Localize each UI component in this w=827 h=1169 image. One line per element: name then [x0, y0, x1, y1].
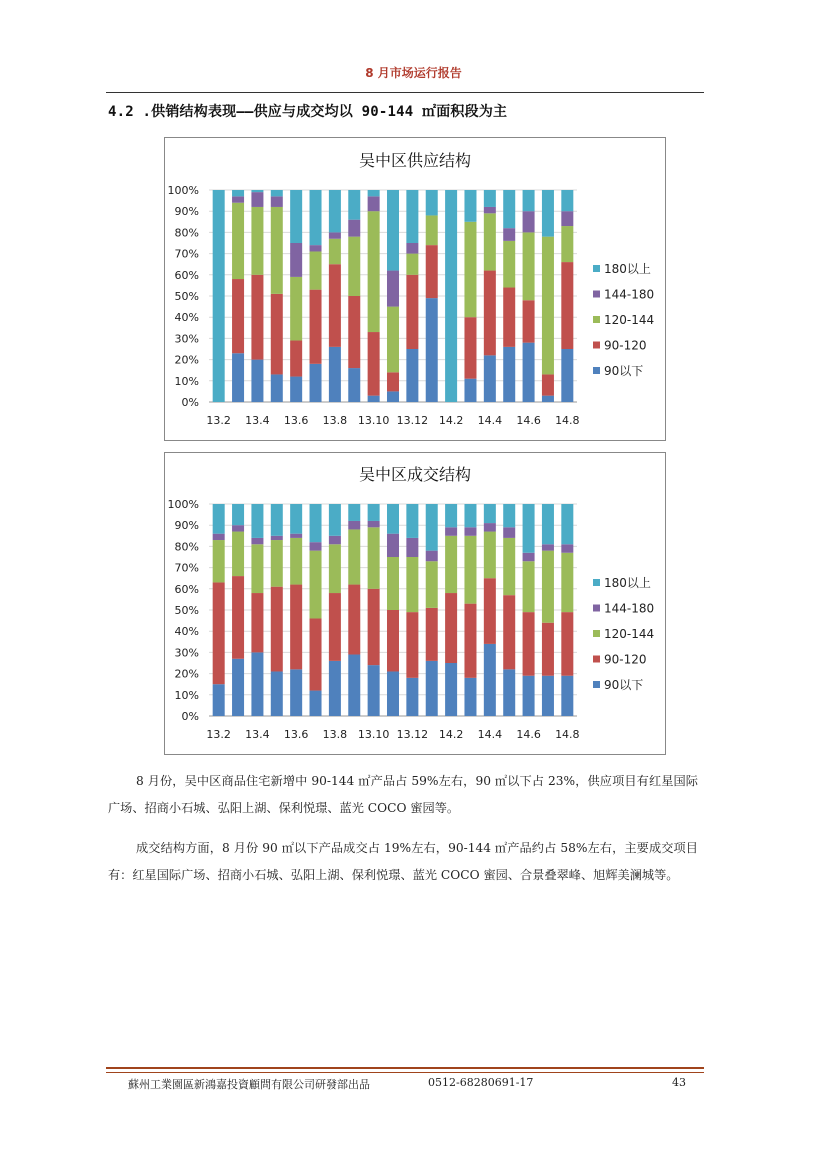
bar-segment: [271, 294, 283, 375]
bar-segment: [329, 536, 341, 544]
bar-segment: [290, 669, 302, 716]
bar-segment: [406, 190, 418, 243]
bar-segment: [348, 368, 360, 402]
legend-label: 180以上: [604, 262, 651, 276]
bar-segment: [542, 504, 554, 544]
x-tick-label: 14.6: [516, 728, 541, 741]
x-tick-label: 14.2: [438, 414, 464, 427]
bar-segment: [232, 203, 244, 279]
bar-segment: [523, 561, 535, 612]
bar-segment: [523, 232, 535, 300]
bar-segment: [503, 228, 515, 241]
bar-segment: [368, 527, 380, 588]
bar-segment: [329, 593, 341, 661]
bar-segment: [232, 532, 244, 577]
bar-segment: [464, 536, 476, 604]
footer-rule-thin: [106, 1072, 704, 1073]
bar-segment: [426, 245, 438, 298]
bar-segment: [368, 504, 380, 521]
x-tick-label: 13.8: [322, 414, 348, 427]
x-tick-label: 13.2: [206, 728, 231, 741]
footer-company: 蘇州工業園區新鴻嘉投資顧問有限公司研發部出品: [128, 1078, 370, 1091]
x-tick-label: 13.10: [357, 414, 390, 427]
bar-segment: [310, 618, 322, 690]
report-header: 8 月市场运行报告: [365, 66, 462, 80]
bar-segment: [310, 364, 322, 402]
y-tick-label: 20%: [174, 667, 199, 681]
y-tick-label: 90%: [174, 205, 199, 219]
x-tick-label: 14.8: [555, 414, 580, 427]
x-tick-label: 13.4: [245, 414, 270, 427]
bar-segment: [503, 527, 515, 538]
bar-segment: [445, 593, 457, 663]
paragraph-supply: 8 月份，吴中区商品住宅新增中 90-144 ㎡产品占 59%左右，90 ㎡以下占 23%，供应项目有红星国际广场、招商小石城、弘阳上湖、保利悦璟、蓝光 COCO 蜜园等。: [108, 774, 698, 815]
x-tick-label: 13.4: [245, 728, 270, 741]
y-tick-label: 30%: [174, 646, 199, 660]
bar-segment: [232, 576, 244, 659]
legend-label: 120-144: [604, 313, 655, 327]
x-tick-label: 14.8: [555, 728, 580, 741]
bar-segment: [310, 551, 322, 619]
bar-segment: [523, 612, 535, 676]
bar-segment: [271, 540, 283, 587]
bar-segment: [213, 534, 225, 540]
bar-segment: [484, 271, 496, 356]
bar-segment: [426, 504, 438, 551]
footer-rule-thick: [106, 1067, 704, 1069]
legend-swatch: [593, 605, 600, 612]
bar-segment: [542, 237, 554, 375]
bar-segment: [271, 190, 283, 196]
bar-segment: [271, 196, 283, 207]
y-tick-label: 100%: [167, 184, 199, 197]
bar-segment: [426, 551, 438, 562]
bar-segment: [290, 538, 302, 585]
bar-segment: [310, 290, 322, 364]
bar-segment: [329, 504, 341, 536]
bar-segment: [406, 538, 418, 557]
bar-segment: [290, 504, 302, 534]
bar-segment: [213, 582, 225, 684]
bar-segment: [464, 504, 476, 527]
bar-segment: [406, 678, 418, 716]
bar-segment: [348, 220, 360, 237]
bar-segment: [213, 504, 225, 534]
bar-segment: [542, 676, 554, 716]
bar-segment: [387, 372, 399, 391]
bar-segment: [523, 676, 535, 716]
x-tick-label: 13.12: [396, 414, 429, 427]
bar-segment: [368, 396, 380, 402]
y-tick-label: 70%: [174, 247, 199, 261]
legend-label: 90以下: [604, 364, 644, 378]
bar-segment: [251, 538, 263, 544]
bar-segment: [329, 544, 341, 593]
deal-structure-chart: [164, 452, 666, 755]
legend-swatch: [593, 579, 600, 586]
bar-segment: [271, 504, 283, 536]
bar-segment: [406, 243, 418, 254]
bar-segment: [251, 190, 263, 192]
legend-swatch: [593, 367, 600, 374]
bar-segment: [348, 521, 360, 529]
bar-segment: [484, 207, 496, 213]
bar-segment: [368, 190, 380, 196]
bar-segment: [445, 504, 457, 527]
bar-segment: [271, 374, 283, 402]
bar-segment: [484, 190, 496, 207]
bar-segment: [523, 553, 535, 561]
bar-segment: [368, 665, 380, 716]
deal-structure-svg: [165, 453, 665, 754]
bar-segment: [426, 561, 438, 608]
bar-segment: [464, 222, 476, 317]
y-tick-label: 70%: [174, 561, 199, 575]
y-tick-label: 0%: [181, 396, 199, 409]
legend-swatch: [593, 291, 600, 298]
bar-segment: [310, 504, 322, 542]
bar-segment: [561, 676, 573, 716]
legend-label: 90以下: [604, 678, 644, 692]
bar-segment: [387, 610, 399, 671]
bar-segment: [484, 523, 496, 531]
bar-segment: [348, 190, 360, 220]
bar-segment: [348, 504, 360, 521]
bar-segment: [523, 343, 535, 402]
bar-segment: [251, 207, 263, 275]
footer-phone: 0512-68280691-17: [428, 1076, 534, 1089]
bar-segment: [542, 190, 554, 237]
bar-segment: [503, 595, 515, 669]
bar-segment: [406, 275, 418, 349]
bar-segment: [310, 245, 322, 251]
bar-segment: [232, 353, 244, 402]
bar-segment: [251, 275, 263, 360]
bar-segment: [503, 241, 515, 288]
x-tick-label: 14.4: [477, 728, 503, 741]
bar-segment: [213, 190, 225, 402]
bar-segment: [426, 215, 438, 245]
bar-segment: [251, 593, 263, 652]
y-tick-label: 20%: [174, 353, 199, 367]
bar-segment: [348, 655, 360, 716]
bar-segment: [484, 532, 496, 579]
bar-segment: [251, 504, 263, 538]
bar-segment: [232, 504, 244, 525]
y-tick-label: 80%: [174, 226, 199, 240]
bar-segment: [387, 504, 399, 534]
bar-segment: [484, 644, 496, 716]
bar-segment: [561, 612, 573, 676]
y-tick-label: 40%: [174, 625, 199, 639]
bar-segment: [368, 521, 380, 527]
legend-swatch: [593, 630, 600, 637]
bar-segment: [290, 190, 302, 243]
bar-segment: [290, 534, 302, 538]
bar-segment: [561, 544, 573, 552]
x-tick-label: 14.6: [516, 414, 541, 427]
page-number: 43: [672, 1076, 686, 1089]
bar-segment: [464, 317, 476, 378]
chart-title: 吴中区成交结构: [358, 465, 472, 484]
bar-segment: [561, 349, 573, 402]
bar-segment: [271, 536, 283, 540]
bar-segment: [542, 551, 554, 623]
bar-segment: [503, 669, 515, 716]
bar-segment: [426, 190, 438, 215]
bar-segment: [445, 536, 457, 593]
bar-segment: [387, 307, 399, 373]
bar-segment: [368, 332, 380, 396]
bar-segment: [387, 391, 399, 402]
y-tick-label: 10%: [174, 374, 199, 388]
bar-segment: [329, 232, 341, 238]
bar-segment: [348, 529, 360, 584]
y-tick-label: 30%: [174, 332, 199, 346]
y-tick-label: 80%: [174, 540, 199, 554]
bar-segment: [561, 262, 573, 349]
bar-segment: [484, 355, 496, 402]
bar-segment: [310, 190, 322, 245]
bar-segment: [290, 341, 302, 377]
bar-segment: [464, 527, 476, 535]
bar-segment: [232, 196, 244, 202]
bar-segment: [387, 190, 399, 271]
y-tick-label: 90%: [174, 519, 199, 533]
bar-segment: [484, 213, 496, 270]
y-tick-label: 60%: [174, 268, 199, 282]
bar-segment: [387, 671, 399, 716]
x-tick-label: 13.10: [357, 728, 390, 741]
bar-segment: [310, 542, 322, 550]
bar-segment: [523, 504, 535, 553]
bar-segment: [503, 504, 515, 527]
legend-swatch: [593, 265, 600, 272]
legend-swatch: [593, 656, 600, 663]
y-tick-label: 10%: [174, 688, 199, 702]
bar-segment: [348, 237, 360, 296]
bar-segment: [329, 347, 341, 402]
bar-segment: [251, 192, 263, 207]
bar-segment: [348, 296, 360, 368]
bar-segment: [232, 525, 244, 531]
bar-segment: [445, 663, 457, 716]
bar-segment: [290, 585, 302, 670]
bar-segment: [561, 226, 573, 262]
bar-segment: [464, 604, 476, 678]
bar-segment: [503, 288, 515, 347]
legend-label: 120-144: [604, 627, 655, 641]
bar-segment: [542, 374, 554, 395]
bar-segment: [290, 377, 302, 402]
bar-segment: [387, 534, 399, 557]
x-tick-label: 13.6: [283, 414, 309, 427]
paragraph-deals: 成交结构方面，8 月份 90 ㎡以下产品成交占 19%左右，90-144 ㎡产品约占 58%左右，主要成交项目有：红星国际广场、招商小石城、弘阳上湖、保利悦璟、蓝光 COCO 蜜园、合景叠翠峰、旭辉美澜城等。: [108, 841, 698, 882]
bar-segment: [271, 671, 283, 716]
bar-segment: [406, 254, 418, 275]
bar-segment: [368, 589, 380, 665]
bar-segment: [213, 540, 225, 582]
y-tick-label: 50%: [174, 290, 199, 303]
bar-segment: [251, 544, 263, 593]
bar-segment: [561, 504, 573, 544]
x-tick-label: 13.12: [396, 728, 429, 741]
supply-structure-chart: [164, 137, 666, 441]
legend-label: 144-180: [604, 601, 655, 616]
bar-segment: [251, 360, 263, 402]
bar-segment: [523, 190, 535, 211]
x-tick-label: 14.4: [477, 414, 503, 427]
bar-segment: [445, 527, 457, 535]
bar-segment: [251, 652, 263, 716]
y-tick-label: 50%: [174, 604, 199, 617]
bar-segment: [232, 279, 244, 353]
bar-segment: [290, 277, 302, 341]
bar-segment: [213, 684, 225, 716]
legend-swatch: [593, 681, 600, 688]
x-tick-label: 13.8: [322, 728, 348, 741]
supply-structure-svg: [165, 138, 665, 440]
legend-label: 90-120: [604, 652, 647, 667]
bar-segment: [232, 190, 244, 196]
bar-segment: [387, 271, 399, 307]
legend-swatch: [593, 342, 600, 349]
bar-segment: [503, 347, 515, 402]
chart-title: 吴中区供应结构: [358, 151, 472, 170]
bar-segment: [232, 659, 244, 716]
y-tick-label: 100%: [167, 498, 199, 511]
bar-segment: [271, 587, 283, 672]
bar-segment: [503, 538, 515, 595]
bar-segment: [368, 211, 380, 332]
bar-segment: [271, 207, 283, 294]
bar-segment: [329, 264, 341, 347]
legend-swatch: [593, 316, 600, 323]
bar-segment: [348, 585, 360, 655]
y-tick-label: 0%: [181, 710, 199, 723]
bar-segment: [406, 349, 418, 402]
bar-segment: [426, 661, 438, 716]
bar-segment: [445, 190, 457, 402]
x-tick-label: 13.6: [283, 728, 309, 741]
bar-segment: [290, 243, 302, 277]
bar-segment: [406, 612, 418, 678]
bar-segment: [523, 300, 535, 342]
bar-segment: [310, 691, 322, 716]
y-tick-label: 60%: [174, 582, 199, 596]
bar-segment: [329, 190, 341, 232]
bar-segment: [406, 504, 418, 538]
bar-segment: [426, 298, 438, 402]
bar-segment: [484, 504, 496, 523]
x-tick-label: 13.2: [206, 414, 231, 427]
bar-segment: [561, 190, 573, 211]
legend-label: 144-180: [604, 287, 655, 302]
header-rule: [106, 92, 704, 93]
bar-segment: [561, 553, 573, 612]
bar-segment: [464, 190, 476, 222]
bar-segment: [329, 661, 341, 716]
bar-segment: [368, 196, 380, 211]
bar-segment: [387, 557, 399, 610]
bar-segment: [542, 623, 554, 676]
y-tick-label: 40%: [174, 311, 199, 325]
bar-segment: [464, 379, 476, 402]
legend-label: 180以上: [604, 576, 651, 590]
bar-segment: [503, 190, 515, 228]
bar-segment: [464, 678, 476, 716]
bar-segment: [523, 211, 535, 232]
legend-label: 90-120: [604, 338, 647, 353]
bar-segment: [542, 544, 554, 550]
bar-segment: [561, 211, 573, 226]
bar-segment: [329, 239, 341, 264]
bar-segment: [426, 608, 438, 661]
bar-segment: [542, 396, 554, 402]
bar-segment: [406, 557, 418, 612]
section-title: 4.2 .供销结构表现——供应与成交均以 90-144 ㎡面积段为主: [108, 104, 508, 120]
bar-segment: [310, 251, 322, 289]
x-tick-label: 14.2: [438, 728, 464, 741]
bar-segment: [484, 578, 496, 644]
